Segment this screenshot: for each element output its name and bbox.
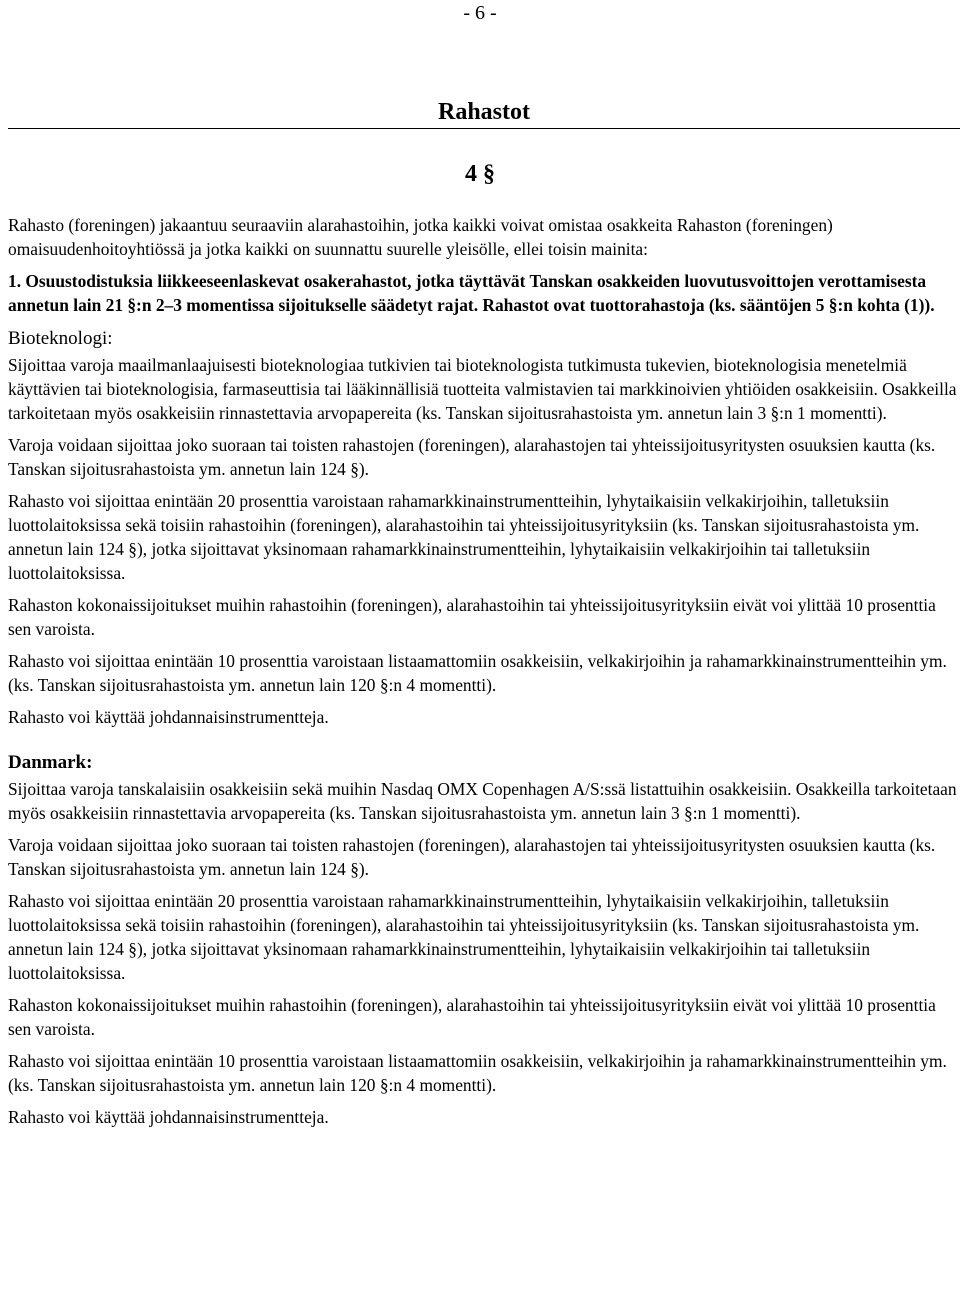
danmark-paragraph-1: Sijoittaa varoja tanskalaisiin osakkeisiin sekä muihin Nasdaq OMX Copenhagen A/S:ssä listattuihin osakkeisiin. Osakkeilla tarkoitetaan myös osakkeisiin rinnastettavia arvopapereita (ks. Tanskan sijoitusrahastoista ym. annetun lain 3 §:n 1 momentti).	[8, 779, 957, 823]
intro-paragraph: Rahasto (foreningen) jakaantuu seuraaviin alarahastoihin, jotka kaikki voivat omistaa osakkeita Rahaston (foreningen) omaisuudenhoitoyhtiössä ja jotka kaikki on suunnattu suurelle yleisölle, ellei toisin mainita:	[8, 215, 833, 259]
bioteknologi-paragraph-3: Rahasto voi sijoittaa enintään 20 prosenttia varoistaan rahamarkkinainstrumentteihin, lyhytaikaisiin velkakirjoihin, talletuksiin luottolaitoksissa sekä toisiin rahastoihin (foreningen), alarahastoihin tai yhteissijoitusyrityksiin (ks. Tanskan sijoitusrahastoista ym. annetun lain 124 §), jotka sijoittavat yksinomaan rahamarkkinainstrumentteihin, lyhytaikaisiin velkakirjoihin tai talletuksiin luottolaitoksissa.	[8, 491, 920, 583]
heading-bioteknologi: Bioteknologi:	[8, 328, 113, 349]
document-body	[8, 213, 958, 1137]
bioteknologi-paragraph-1: Sijoittaa varoja maailmanlaajuisesti bioteknologiaa tutkivien tai bioteknologista tutkimusta tukevien, bioteknologisia menetelmiä käyttävien tai bioteknologisia, farmaseuttisia tai lääkinnällisiä tuotteita valmistavien tai markkinoivien yhtiöiden osakkeisiin. Osakkeilla tarkoitetaan myös osakkeisiin rinnastettavia arvopapereita (ks. Tanskan sijoitusrahastoista ym. annetun lain 3 §:n 1 momentti).	[8, 355, 957, 423]
bioteknologi-paragraph-4: Rahaston kokonaissijoitukset muihin rahastoihin (foreningen), alarahastoihin tai yhteissijoitusyrityksiin eivät voi ylittää 10 prosenttia sen varoista.	[8, 595, 936, 639]
bioteknologi-paragraph-6: Rahasto voi käyttää johdannaisinstrumentteja.	[8, 707, 329, 727]
danmark-paragraph-3: Rahasto voi sijoittaa enintään 20 prosenttia varoistaan rahamarkkinainstrumentteihin, lyhytaikaisiin velkakirjoihin, talletuksiin luottolaitoksissa sekä toisiin rahastoihin (foreningen), alarahastoihin tai yhteissijoitusyrityksiin (ks. Tanskan sijoitusrahastoista ym. annetun lain 124 §), jotka sijoittavat yksinomaan rahamarkkinainstrumentteihin, lyhytaikaisiin velkakirjoihin tai talletuksiin luottolaitoksissa.	[8, 891, 920, 983]
danmark-paragraph-4: Rahaston kokonaissijoitukset muihin rahastoihin (foreningen), alarahastoihin tai yhteissijoitusyrityksiin eivät voi ylittää 10 prosenttia sen varoista.	[8, 995, 936, 1039]
section-bioteknologi	[8, 327, 958, 729]
page-title: Rahastot	[437, 99, 530, 125]
list-item-1: 1. Osuustodistuksia liikkeeseenlaskevat osakerahastot, jotka täyttävät Tanskan osakkeiden luovutusvoittojen verottamisesta annetun lain 21 §:n 2–3 momentissa sijoitukselle säädetyt rajat. Rahastot ovat tuottorahastoja (ks. sääntöjen 5 §:n kohta (1)).	[8, 271, 935, 315]
section-danmark	[8, 751, 958, 1129]
section-number: 4 §	[465, 161, 495, 187]
bioteknologi-paragraph-5: Rahasto voi sijoittaa enintään 10 prosenttia varoistaan listaamattomiin osakkeisiin, velkakirjoihin ja rahamarkkinainstrumentteihin ym. (ks. Tanskan sijoitusrahastoista ym. annetun lain 120 §:n 4 momentti).	[8, 651, 947, 695]
title-block	[8, 98, 960, 129]
danmark-paragraph-5: Rahasto voi sijoittaa enintään 10 prosenttia varoistaan listaamattomiin osakkeisiin, velkakirjoihin ja rahamarkkinainstrumentteihin ym. (ks. Tanskan sijoitusrahastoista ym. annetun lain 120 §:n 4 momentti).	[8, 1051, 947, 1095]
danmark-paragraph-2: Varoja voidaan sijoittaa joko suoraan tai toisten rahastojen (foreningen), alarahastojen tai yhteissijoitusyritysten osuuksien kautta (ks. Tanskan sijoitusrahastoista ym. annetun lain 124 §).	[8, 835, 936, 879]
heading-danmark: Danmark:	[8, 752, 93, 773]
danmark-paragraph-6: Rahasto voi käyttää johdannaisinstrumentteja.	[8, 1107, 329, 1127]
page-number: - 6 -	[463, 2, 497, 24]
bioteknologi-paragraph-2: Varoja voidaan sijoittaa joko suoraan tai toisten rahastojen (foreningen), alarahastojen tai yhteissijoitusyritysten osuuksien kautta (ks. Tanskan sijoitusrahastoista ym. annetun lain 124 §).	[8, 435, 936, 479]
